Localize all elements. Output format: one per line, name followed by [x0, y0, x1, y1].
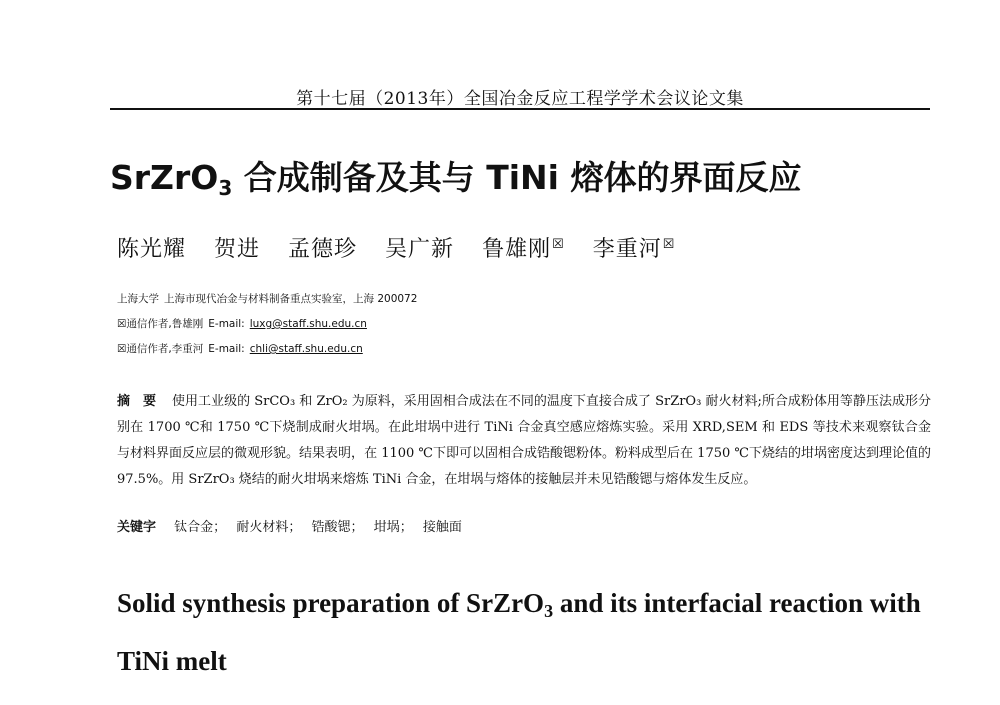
email-link[interactable]: chli@staff.shu.edu.cn — [249, 343, 363, 355]
english-title-subscript: 3 — [544, 601, 554, 621]
keyword: 坩埚 — [373, 520, 400, 535]
author-list — [117, 232, 695, 263]
title-text: 合成制备及其与 TiNi 熔体的界面反应 — [232, 158, 802, 197]
keywords: 关键字 钛合金； 耐火材料； 锆酸锶； 坩埚； 接触面 — [117, 520, 462, 535]
abstract-text: 使用工业级的 SrCO₃ 和 ZrO₂ 为原料，采用固相合成法在不同的温度下直接合成了 SrZrO₃ 耐火材料;所合成粉体用等静压法成形分别在 1700 ℃和 1750 ℃下烧制成耐火坩埚。在此坩埚中进行 TiNi 合金真空感应熔炼实验。采用 XRD,SEM 和 EDS 等技术来观察钛合金与材料界面反应层的微观形貌。结果表明，在 1100 ℃下即可以固相合成锆酸锶粉体。粉料成型后在 1750 ℃下烧结的坩埚密度达到理论值的 97.5%。用 SrZrO₃ 烧结的耐火坩埚来熔炼 TiNi 合金，在坩埚与熔体的接触层并未见锆酸锶与熔体发生反应。 — [117, 394, 931, 487]
keyword: 接触面 — [422, 520, 462, 535]
english-title: Solid synthesis preparation of SrZrO$_3$ and its interfacial reaction with TiNi melt — [117, 588, 921, 676]
keyword: 耐火材料 — [236, 520, 289, 535]
title-formula-main: SrZrO — [110, 158, 219, 197]
paper-title — [110, 152, 930, 200]
affiliation-lab: 上海市现代冶金与材料制备重点实验室，上海 200072 — [164, 293, 418, 305]
proceedings-header: 第十七届（2013年）全国冶金反应工程学学术会议论文集 — [296, 89, 744, 109]
affiliation-institution: 上海大学 — [117, 293, 159, 305]
abstract-label: 摘 要 — [117, 394, 157, 409]
keywords-label: 关键字 — [117, 520, 157, 535]
author: 鲁雄刚☒ — [482, 237, 565, 262]
title-formula-subscript: 3 — [218, 176, 233, 200]
correspondence-line: ☒通信作者,鲁雄刚 E-mail: luxg@staff.shu.edu.cn — [117, 318, 367, 330]
author: 吴广新 — [385, 237, 455, 262]
affiliation — [117, 291, 417, 306]
author: 陈光耀 — [117, 237, 187, 262]
author: 李重河☒ — [592, 237, 676, 262]
mail-icon: ☒ — [662, 237, 676, 252]
author: 贺进 — [214, 237, 261, 262]
abstract — [117, 389, 931, 493]
keyword: 钛合金 — [174, 520, 214, 535]
header-rule — [110, 108, 930, 110]
keyword: 锆酸锶 — [311, 520, 351, 535]
correspondence-line: ☒通信作者,李重河 E-mail: chli@staff.shu.edu.cn — [117, 343, 363, 355]
mail-icon: ☒ — [552, 237, 565, 252]
author: 孟德珍 — [288, 237, 358, 262]
email-link[interactable]: luxg@staff.shu.edu.cn — [249, 318, 367, 330]
